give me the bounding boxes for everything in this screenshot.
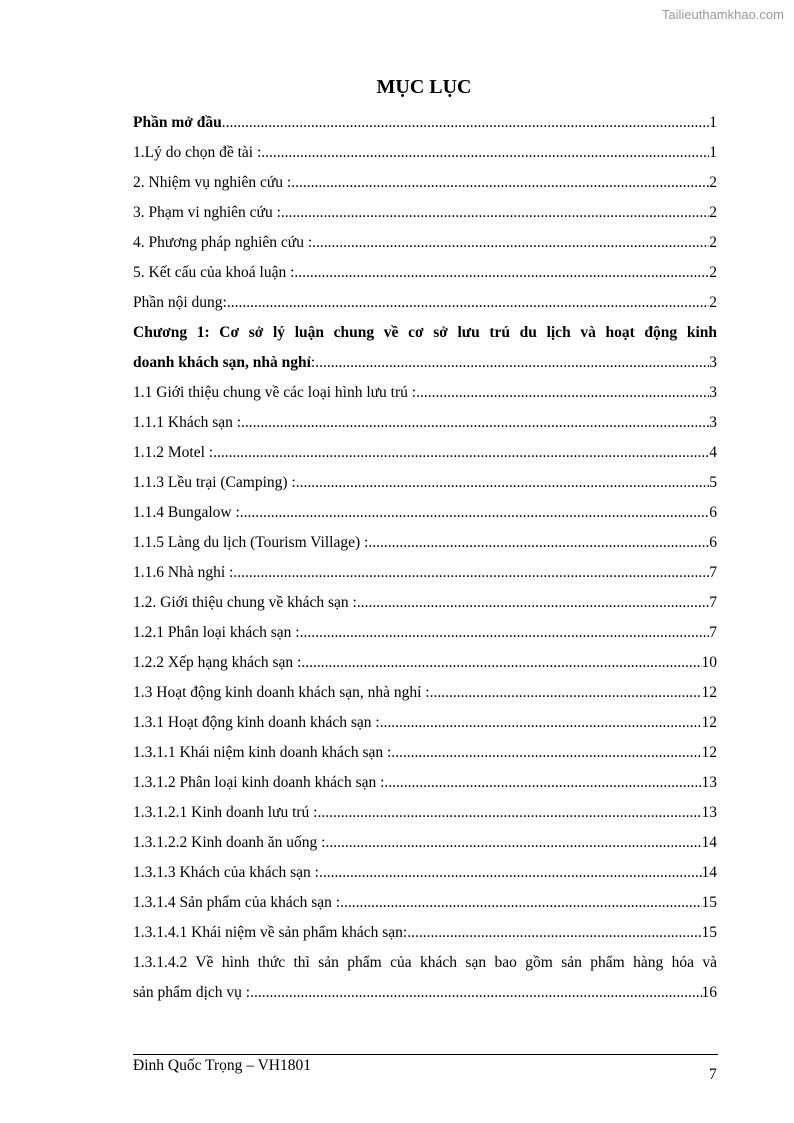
- leader-dots: [227, 288, 709, 318]
- footer-author: Đinh Quốc Trọng – VH1801: [133, 1057, 311, 1074]
- toc-entry-page: 2: [709, 264, 717, 281]
- toc-entry-page: 14: [701, 864, 717, 881]
- toc-entry-page: 13: [701, 804, 717, 821]
- toc-entry-line-2: [133, 348, 717, 378]
- toc-entry-page: 2: [709, 234, 717, 251]
- toc-entry-page: 3: [709, 384, 717, 401]
- leader-dots: [340, 888, 701, 918]
- toc-entry-page: 7: [709, 594, 717, 611]
- leader-dots: [368, 528, 709, 558]
- toc-entry-page: 6: [709, 504, 717, 521]
- toc-entry-page: 15: [701, 924, 717, 941]
- toc-entry[interactable]: [133, 198, 717, 228]
- leader-dots: [416, 378, 709, 408]
- toc-entry[interactable]: [133, 378, 717, 408]
- leader-dots: [281, 198, 709, 228]
- toc-entry-label: 1.1.6 Nhà nghỉ :: [133, 564, 234, 581]
- leader-dots: [240, 498, 709, 528]
- toc-entry-chapter-1[interactable]: [133, 318, 717, 378]
- toc-entry-label: 1.2. Giới thiệu chung về khách sạn :: [133, 594, 357, 611]
- toc-entry-label: 1.3.1.4.1 Khái niệm về sản phẩm khách sạn:: [133, 924, 408, 941]
- toc-entry-label: 1.3.1.2.2 Kinh doanh ăn uống :: [133, 834, 326, 851]
- toc-entry[interactable]: [133, 168, 717, 198]
- toc-entry-label: Phần nội dung:: [133, 294, 227, 311]
- toc-entry-label: 5. Kết cấu của khoá luận :: [133, 264, 295, 281]
- toc-entry-label: 1.3.1 Hoạt động kinh doanh khách sạn :: [133, 714, 380, 731]
- toc-entry-label: 3. Phạm vi nghiên cứu :: [133, 204, 281, 221]
- page-title: MỤC LỤC: [376, 76, 472, 98]
- toc-entry-label: 1.3 Hoạt động kinh doanh khách sạn, nhà nghỉ :: [133, 684, 430, 701]
- toc-entry-label: 1.3.1.2.1 Kinh doanh lưu trú :: [133, 804, 318, 821]
- toc-entry-label: 2. Nhiệm vụ nghiên cứu :: [133, 174, 292, 191]
- toc-entry-page: 7: [709, 624, 717, 641]
- toc-entry-page: 2: [709, 204, 717, 221]
- toc-entry-page: 4: [709, 444, 717, 461]
- toc-entry-label: 1.1.3 Lều trại (Camping) :: [133, 474, 296, 491]
- toc-entry-label: 1.2.1 Phân loại khách sạn :: [133, 624, 300, 641]
- toc-entry[interactable]: [133, 438, 717, 468]
- toc-entry-page: 7: [709, 564, 717, 581]
- leader-dots: [318, 798, 702, 828]
- toc-entry-label: 1.Lý do chọn đề tài :: [133, 144, 262, 161]
- toc-entry-page: 16: [701, 984, 717, 1001]
- toc-entry[interactable]: [133, 468, 717, 498]
- leader-dots: [407, 918, 701, 948]
- leader-dots: [291, 168, 709, 198]
- toc-entry-label: 1.1.4 Bungalow :: [133, 504, 240, 521]
- toc-entry[interactable]: [133, 708, 717, 738]
- leader-dots: [380, 708, 702, 738]
- toc-entry-label: 1.1.2 Motel :: [133, 444, 214, 461]
- leader-dots: [391, 738, 701, 768]
- leader-dots: [294, 258, 709, 288]
- toc-entry-page: 13: [701, 774, 717, 791]
- toc-entry-page: 12: [701, 744, 717, 761]
- toc-entry[interactable]: [133, 828, 717, 858]
- toc-entry[interactable]: [133, 108, 717, 138]
- toc-entry[interactable]: [133, 648, 717, 678]
- leader-dots: [213, 438, 709, 468]
- toc-entry-page: 1: [709, 114, 717, 131]
- toc-entry-page: 2: [709, 294, 717, 311]
- leader-dots: [325, 828, 701, 858]
- toc-entry[interactable]: [133, 498, 717, 528]
- toc-entry-label: 1.2.2 Xếp hạng khách sạn :: [133, 654, 302, 671]
- toc-entry-label-line-1: 1.3.1.4.2 Về hình thức thì sản phẩm của khách sạn bao gồm sản phẩm hàng hóa và: [133, 954, 717, 971]
- toc-entry[interactable]: [133, 768, 717, 798]
- toc-entry-page: 2: [709, 174, 717, 191]
- footer-divider: [133, 1054, 718, 1055]
- toc-entry-page: 6: [709, 534, 717, 551]
- toc-entry[interactable]: [133, 588, 717, 618]
- toc-entry-label-line-2: sản phẩm dịch vụ :: [133, 984, 251, 1001]
- toc-entry[interactable]: [133, 918, 717, 948]
- toc-entry-label-line-1: Chương 1: Cơ sở lý luận chung về cơ sở lưu trú du lịch và hoạt động kinh: [133, 324, 717, 341]
- leader-dots: [296, 468, 710, 498]
- leader-dots: [261, 138, 709, 168]
- toc-entry-multiline[interactable]: [133, 948, 717, 1008]
- toc-entry-page: 5: [709, 474, 717, 491]
- toc-entry[interactable]: [133, 288, 717, 318]
- leader-dots: [315, 348, 709, 378]
- toc-entry-label: 1.1 Giới thiệu chung về các loại hình lưu trú :: [133, 384, 417, 401]
- toc-entry[interactable]: [133, 408, 717, 438]
- table-of-contents: [133, 108, 717, 1008]
- footer-page-number: 7: [709, 1066, 717, 1083]
- leader-dots: [301, 648, 701, 678]
- toc-entry-label: 1.3.1.1 Khái niệm kinh doanh khách sạn :: [133, 744, 392, 761]
- leader-dots: [233, 558, 709, 588]
- leader-dots: [250, 978, 701, 1008]
- toc-entry-page: 12: [701, 684, 717, 701]
- toc-entry-label: 1.3.1.2 Phân loại kinh doanh khách sạn :: [133, 774, 385, 791]
- toc-entry[interactable]: [133, 858, 717, 888]
- toc-entry[interactable]: [133, 138, 717, 168]
- toc-entry[interactable]: [133, 888, 717, 918]
- toc-entry[interactable]: [133, 678, 717, 708]
- toc-entry[interactable]: [133, 618, 717, 648]
- toc-entry-page: 14: [701, 834, 717, 851]
- toc-entry-label: Phần mở đầu: [133, 114, 222, 131]
- toc-entry[interactable]: [133, 558, 717, 588]
- leader-dots: [384, 768, 701, 798]
- leader-dots: [312, 228, 709, 258]
- toc-entry-label-line-2: doanh khách sạn, nhà nghỉ:: [133, 354, 316, 371]
- toc-entry-line-2: [133, 978, 717, 1008]
- watermark: Tailieuthamkhao.com: [661, 7, 784, 22]
- leader-dots: [430, 678, 702, 708]
- toc-entry-page: 3: [709, 354, 717, 371]
- toc-entry-label: 1.3.1.3 Khách của khách sạn :: [133, 864, 319, 881]
- toc-entry-page: 15: [701, 894, 717, 911]
- toc-entry[interactable]: [133, 528, 717, 558]
- toc-entry-page: 3: [709, 414, 717, 431]
- leader-dots: [222, 108, 710, 138]
- toc-entry-page: 1: [709, 144, 717, 161]
- toc-entry[interactable]: [133, 258, 717, 288]
- toc-entry[interactable]: [133, 738, 717, 768]
- toc-entry-label: 4. Phương pháp nghiên cứu :: [133, 234, 313, 251]
- toc-entry-page: 10: [701, 654, 717, 671]
- toc-entry-label: 1.1.5 Làng du lịch (Tourism Village) :: [133, 534, 369, 551]
- toc-entry-label: 1.3.1.4 Sản phẩm của khách sạn :: [133, 894, 341, 911]
- toc-entry-page: 12: [701, 714, 717, 731]
- leader-dots: [357, 588, 709, 618]
- leader-dots: [319, 858, 702, 888]
- toc-entry[interactable]: [133, 798, 717, 828]
- toc-entry-label: 1.1.1 Khách sạn :: [133, 414, 242, 431]
- toc-entry[interactable]: [133, 228, 717, 258]
- leader-dots: [300, 618, 710, 648]
- leader-dots: [241, 408, 709, 438]
